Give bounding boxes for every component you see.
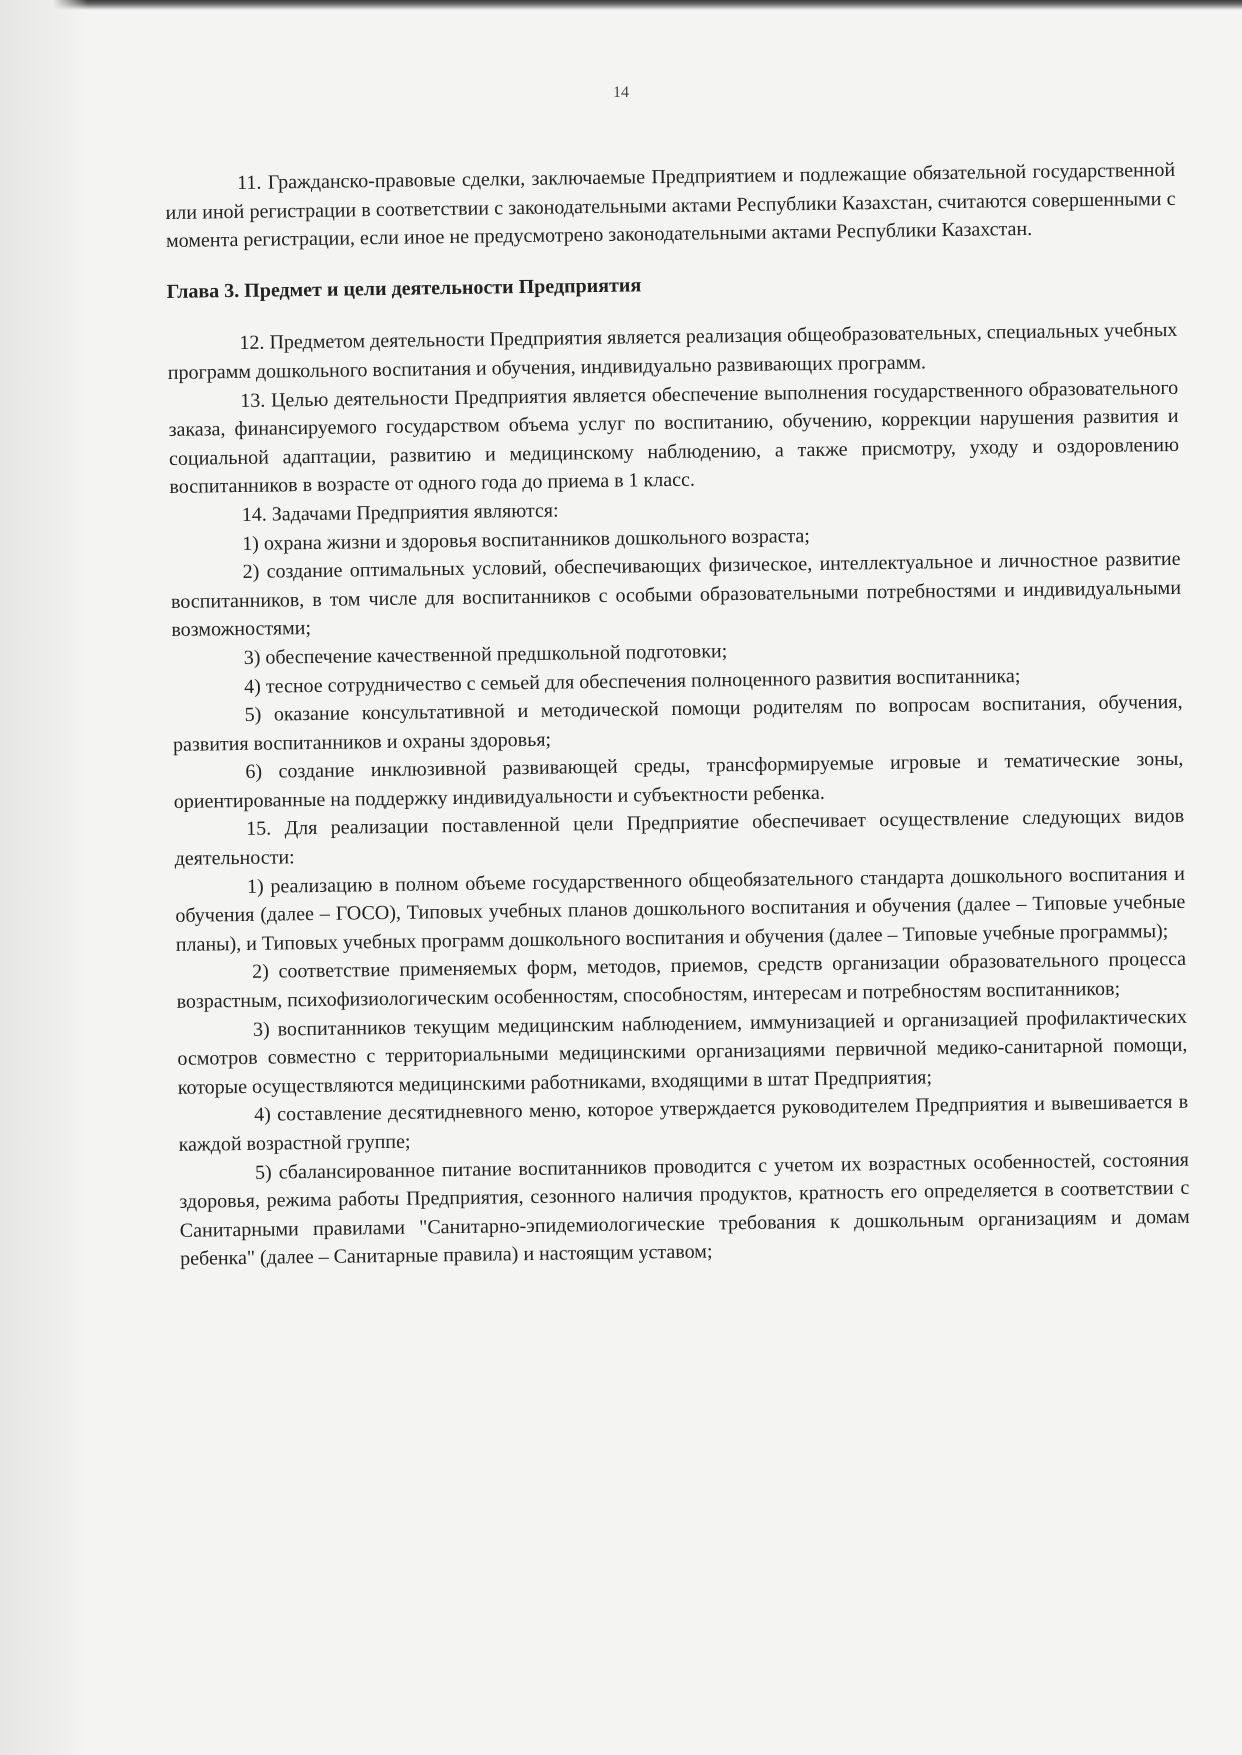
paragraph-11: 11. Гражданско-правовые сделки, заключаемые Предприятием и подлежащие обязательной государственной или иной регистрации в соответствии с законодательными актами Республики Казахстан, считаются совершенными с момента регистрации, если иное не предусмотрено законодательными актами Республики Казахстан. [165, 158, 1176, 253]
scan-top-edge [0, 0, 1242, 10]
page-number: 14 [613, 84, 629, 101]
paragraph-15-item-5: 5) сбалансированное питание воспитанников проводится с учетом их возрастных особенностей, состояния здоровья, режима работы Предприятия, сезонного наличия продуктов, кратность его определяется в соответствии с Санитарными правилами "Санитарно-эпидемиологические требования к дошкольным организациям и домам ребенка" (далее – Санитарные правила) и настоящим уставом; [179, 1148, 1190, 1271]
scan-left-shadow [0, 0, 88, 1755]
paragraph-14-item-3: 3) обеспечение качественной предшкольной подготовки; [243, 640, 728, 669]
paragraph-14-item-6: 6) создание инклюзивной развивающей среды, трансформируемые игровые и тематические зоны, ориентированные на поддержку индивидуальности и субъектности ребенка. [173, 748, 1184, 813]
paragraph-14-item-2: 2) создание оптимальных условий, обеспечивающих физическое, интеллектуальное и личностное развитие воспитанников, в том числе для воспитанников с особыми образовательными потребностями и индивидуальными возможностями; [170, 547, 1182, 642]
paragraph-14-item-1: 1) охрана жизни и здоровья воспитанников дошкольного возраста; [242, 524, 811, 555]
paragraph-13: 13. Целью деятельности Предприятия является обеспечение выполнения государственного образовательного заказа, финансируемого государством объема услуг по воспитанию, обучению, коррекции нарушения развития и социальной адаптации, развитию и медицинскому наблюдению, а также присмотру, уходу и оздоровлению воспитанников в возрасте от одного года до приема в 1 класс. [168, 376, 1180, 499]
paragraph-12: 12. Предметом деятельности Предприятия является реализация общеобразовательных, специальных учебных программ дошкольного воспитания и обучения, индивидуально развивающих программ. [167, 319, 1178, 384]
paragraph-14-item-5: 5) оказание консультативной и методической помощи родителям по вопросам воспитания, обучения, развития воспитанников и охраны здоровья; [172, 690, 1183, 756]
paragraph-15-item-1: 1) реализацию в полном объеме государственного общеобязательного стандарта дошкольного воспитания и обучения (далее – ГОСО), Типовых учебных планов дошкольного воспитания и обучения (далее – Типовые учебные планы), и Типовых учебных программ дошкольного воспитания и обучения (далее – Типовые учебные программы); [175, 862, 1186, 956]
paragraph-15-item-3: 3) воспитанников текущим медицинским наблюдением, иммунизацией и организацией профилактических осмотров совместно с территориальными медицинскими организациями первичной медико-санитарной помощи, которые осуществляются медицинскими работниками, входящими в штат Предприятия; [177, 1005, 1188, 1099]
paragraph-15: 15. Для реализации поставленной цели Предприятие обеспечивает осуществление следующих видов деятельности: [174, 805, 1185, 870]
paragraph-15-item-2: 2) соответствие применяемых форм, методов, приемов, средств организации образовательного процесса возрастным, психофизиологическим особенностям, способностям, интересам и потребностям воспитанников; [176, 948, 1187, 1013]
paragraph-15-item-4: 4) составление десятидневного меню, которое утверждается руководителем Предприятия и вывешивается в каждой возрастной группе; [178, 1091, 1189, 1156]
paragraph-14-item-4: 4) тесное сотрудничество с семьей для обеспечения полноценного развития воспитанника; [244, 664, 1021, 698]
document-body [165, 156, 1190, 1274]
paragraph-14: 14. Задачами Предприятия являются: [241, 499, 559, 526]
chapter-title: Глава 3. Предмет и цели деятельности Предприятия [166, 274, 642, 303]
